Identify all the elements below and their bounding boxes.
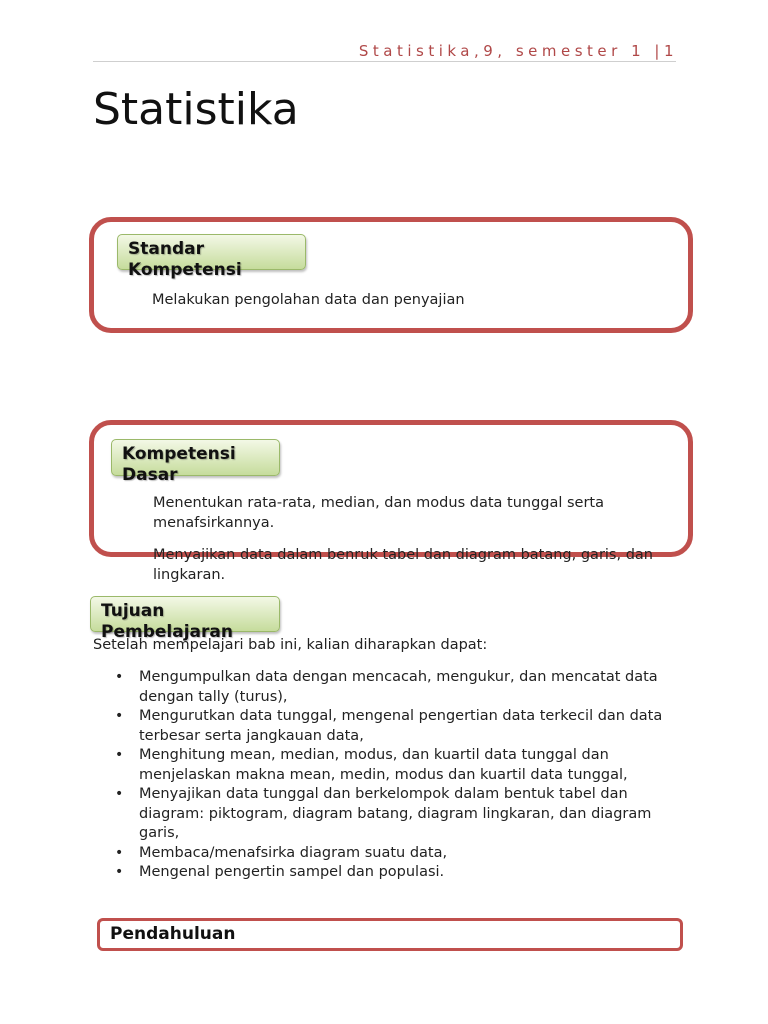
list-item: • Menghitung mean, median, modus, dan kuartil data tunggal dan menjelaskan makna mean, medin, modus dan kuartil data tunggal, — [93, 746, 673, 785]
pendahuluan-heading: Pendahuluan — [97, 918, 683, 951]
list-item: • Mengurutkan data tunggal, mengenal pengertian data terkecil dan data terbesar serta jangkauan data, — [93, 707, 673, 746]
tujuan-pembelajaran-label — [90, 596, 280, 642]
standar-kompetensi-text: Melakukan pengolahan data dan penyajian — [152, 292, 465, 308]
running-header: Statistika,9, semester 1 |1 — [358, 42, 678, 60]
document-title: Statistika — [93, 84, 299, 135]
learning-goals-list — [93, 668, 673, 883]
standar-kompetensi-label — [117, 234, 306, 280]
header-divider — [93, 61, 676, 62]
standar-kompetensi-label-text: Standar Kompetensi — [128, 239, 242, 280]
tujuan-intro-text: Setelah mempelajari bab ini, kalian diharapkan dapat: — [93, 637, 488, 653]
kompetensi-dasar-item: Menentukan rata-rata, median, dan modus data tunggal serta menafsirkannya. — [153, 495, 605, 531]
kompetensi-dasar-label-text: Kompetensi Dasar — [122, 444, 236, 485]
tujuan-pembelajaran-label-text: Tujuan Pembelajaran — [101, 601, 233, 642]
kompetensi-dasar-label — [111, 439, 280, 485]
list-item: • Membaca/menafsirka diagram suatu data, — [93, 844, 673, 864]
kompetensi-dasar-item: Menyajikan data dalam benruk tabel dan diagram batang, garis, dan lingkaran. — [153, 547, 653, 583]
list-item: • Menyajikan data tunggal dan berkelompok dalam bentuk tabel dan diagram: piktogram, diagram batang, diagram lingkaran, dan diagram garis, — [93, 785, 673, 844]
list-item: • Mengumpulkan data dengan mencacah, mengukur, dan mencatat data dengan tally (turus), — [93, 668, 673, 707]
list-item: • Mengenal pengertin sampel dan populasi. — [93, 863, 673, 883]
